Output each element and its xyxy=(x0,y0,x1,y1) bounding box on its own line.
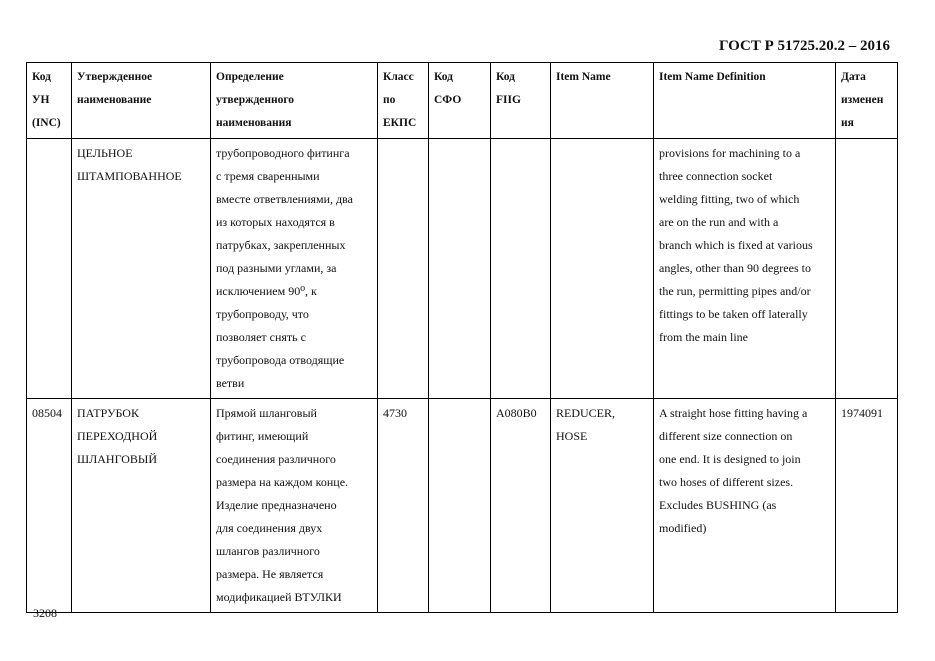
header-fiig-code xyxy=(491,63,551,139)
text-line: под разными углами, за xyxy=(216,261,337,275)
text-line: позволяет снять с xyxy=(216,330,306,344)
cell-definition-ru xyxy=(211,399,378,613)
text-line: УН xyxy=(32,94,50,106)
cell-item-name-definition xyxy=(654,399,836,613)
text-line: СФО xyxy=(434,94,462,106)
table-row xyxy=(27,139,898,399)
text-line: different size connection on xyxy=(659,429,793,443)
text-line: fittings to be taken off laterally xyxy=(659,307,808,321)
text-line: A080B0 xyxy=(496,406,537,420)
cell-ekps-class xyxy=(378,399,429,613)
text-line: Класс xyxy=(383,71,414,83)
text-line: 08504 xyxy=(32,406,62,420)
text-line: размера на каждом конце. xyxy=(216,475,349,489)
text-line: соединения различного xyxy=(216,452,336,466)
document-standard-number: ГОСТ Р 51725.20.2 – 2016 xyxy=(718,38,890,54)
text-line: трубопровода отводящие xyxy=(216,353,345,367)
cell-sfo-code xyxy=(429,139,491,399)
text-line: вместе ответвлениями, два xyxy=(216,192,353,206)
text-line: исключением 90⁰, к xyxy=(216,284,317,298)
text-line: утвержденного xyxy=(216,94,295,106)
text-line: FIIG xyxy=(496,94,521,106)
cell-item-name xyxy=(551,139,654,399)
cell-approved-name xyxy=(72,399,211,613)
text-line: ия xyxy=(841,117,854,129)
header-ekps-class xyxy=(378,63,429,139)
text-line: ЕКПС xyxy=(383,117,417,129)
text-line: Дата xyxy=(841,71,866,83)
text-line: ПЕРЕХОДНОЙ xyxy=(77,429,158,443)
text-line: Excludes BUSHING (as xyxy=(659,498,777,512)
text-line: ШТАМПОВАННОЕ xyxy=(77,169,182,183)
header-sfo-code xyxy=(429,63,491,139)
text-line: HOSE xyxy=(556,429,588,443)
header-approved-name xyxy=(72,63,211,139)
text-line: Код xyxy=(32,71,52,83)
text-line: welding fitting, two of which xyxy=(659,192,800,206)
cell-change-date xyxy=(836,399,898,613)
text-line: (INC) xyxy=(32,117,61,129)
text-line: Прямой шланговый xyxy=(216,406,317,420)
text-line: are on the run and with a xyxy=(659,215,779,229)
text-line: шлангов различного xyxy=(216,544,320,558)
cell-fiig-code xyxy=(491,139,551,399)
text-line: Изделие предназначено xyxy=(216,498,337,512)
header-definition xyxy=(211,63,378,139)
header-item-name-definition xyxy=(654,63,836,139)
text-line: для соединения двух xyxy=(216,521,323,535)
cell-inc xyxy=(27,399,72,613)
text-line: ЦЕЛЬНОЕ xyxy=(77,146,133,160)
text-line: по xyxy=(383,94,396,106)
text-line: angles, other than 90 degrees to xyxy=(659,261,811,275)
cell-item-name xyxy=(551,399,654,613)
text-line: размера. Не является xyxy=(216,567,324,581)
header-change-date xyxy=(836,63,898,139)
text-line: REDUCER, xyxy=(556,406,616,420)
cell-sfo-code xyxy=(429,399,491,613)
text-line: Код xyxy=(434,71,454,83)
text-line: фитинг, имеющий xyxy=(216,429,309,443)
text-line: наименование xyxy=(77,94,152,106)
text-line: branch which is fixed at various xyxy=(659,238,813,252)
text-line: трубопроводу, что xyxy=(216,307,309,321)
cell-inc xyxy=(27,139,72,399)
catalog-table xyxy=(26,62,898,613)
text-line: Item Name xyxy=(556,71,611,83)
text-line: с тремя сваренными xyxy=(216,169,320,183)
text-line: наименования xyxy=(216,117,292,129)
table-header-row xyxy=(27,63,898,139)
text-line: ШЛАНГОВЫЙ xyxy=(77,452,158,466)
cell-ekps-class xyxy=(378,139,429,399)
text-line: Код xyxy=(496,71,516,83)
page-number: 3208 xyxy=(33,606,57,620)
cell-approved-name xyxy=(72,139,211,399)
text-line: из которых находятся в xyxy=(216,215,335,229)
text-line: modified) xyxy=(659,521,707,535)
text-line: Определение xyxy=(216,71,284,83)
cell-definition-ru xyxy=(211,139,378,399)
cell-item-name-definition xyxy=(654,139,836,399)
text-line: Item Name Definition xyxy=(659,71,766,83)
text-line: from the main line xyxy=(659,330,748,344)
text-line: ПАТРУБОК xyxy=(77,406,139,420)
text-line: the run, permitting pipes and/or xyxy=(659,284,811,298)
text-line: 4730 xyxy=(383,406,407,420)
text-line: Утвержденное xyxy=(77,71,153,83)
text-line: патрубках, закрепленных xyxy=(216,238,346,252)
text-line: A straight hose fitting having a xyxy=(659,406,808,420)
header-inc xyxy=(27,63,72,139)
text-line: модификацией ВТУЛКИ xyxy=(216,590,342,604)
text-line: three connection socket xyxy=(659,169,773,183)
text-line: изменен xyxy=(841,94,884,106)
text-line: 1974091 xyxy=(841,406,883,420)
text-line: ветви xyxy=(216,376,245,390)
text-line: two hoses of different sizes. xyxy=(659,475,794,489)
header-item-name xyxy=(551,63,654,139)
table-row xyxy=(27,399,898,613)
text-line: provisions for machining to a xyxy=(659,146,801,160)
text-line: трубопроводного фитинга xyxy=(216,146,350,160)
cell-change-date xyxy=(836,139,898,399)
cell-fiig-code xyxy=(491,399,551,613)
text-line: one end. It is designed to join xyxy=(659,452,801,466)
